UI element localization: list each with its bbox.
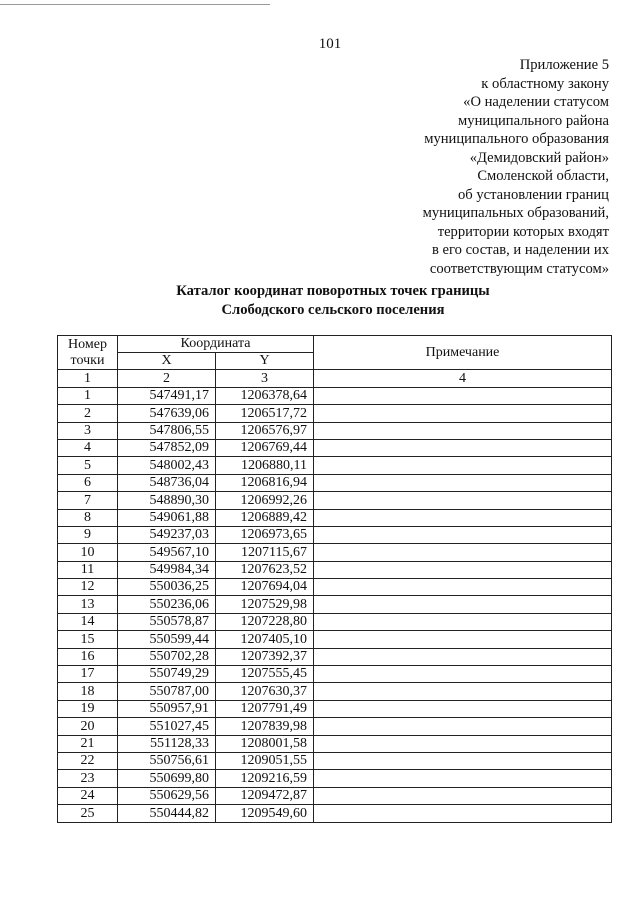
y-coordinate-cell: 1208001,58 <box>216 735 314 752</box>
header-note: Примечание <box>314 336 612 370</box>
point-number-cell: 22 <box>58 752 118 769</box>
coordinates-table <box>57 335 612 823</box>
note-cell <box>314 457 612 474</box>
table-row <box>58 787 612 804</box>
note-cell <box>314 422 612 439</box>
header-point-number <box>58 336 118 370</box>
x-coordinate-cell: 550699,80 <box>118 770 216 787</box>
appendix-block <box>423 56 609 278</box>
table-row <box>58 405 612 422</box>
x-coordinate-cell: 550629,56 <box>118 787 216 804</box>
point-number-cell: 7 <box>58 492 118 509</box>
x-coordinate-cell: 548890,30 <box>118 492 216 509</box>
page-number: 101 <box>318 36 342 52</box>
y-coordinate-cell: 1206378,64 <box>216 387 314 404</box>
x-coordinate-cell: 550756,61 <box>118 752 216 769</box>
appendix-line: муниципальных образований, <box>422 205 609 221</box>
note-cell <box>314 613 612 630</box>
x-coordinate-cell: 548002,43 <box>118 457 216 474</box>
scan-artifact-line <box>0 4 270 5</box>
note-cell <box>314 770 612 787</box>
x-coordinate-cell: 550444,82 <box>118 805 216 822</box>
column-number: 4 <box>314 370 612 387</box>
table-row <box>58 596 612 613</box>
table-row <box>58 683 612 700</box>
y-coordinate-cell: 1209216,59 <box>216 770 314 787</box>
table-row <box>58 544 612 561</box>
note-cell <box>314 648 612 665</box>
x-coordinate-cell: 550957,91 <box>118 700 216 717</box>
table-row <box>58 422 612 439</box>
point-number-cell: 13 <box>58 596 118 613</box>
column-number: 3 <box>216 370 314 387</box>
header-number-line2: точки <box>70 352 105 368</box>
appendix-line: Смоленской области, <box>477 168 609 184</box>
y-coordinate-cell: 1207228,80 <box>216 613 314 630</box>
note-cell <box>314 631 612 648</box>
y-coordinate-cell: 1207555,45 <box>216 666 314 683</box>
x-coordinate-cell: 550787,00 <box>118 683 216 700</box>
appendix-line: муниципального образования <box>424 131 609 147</box>
table-row <box>58 439 612 456</box>
y-coordinate-cell: 1209051,55 <box>216 752 314 769</box>
point-number-cell: 9 <box>58 526 118 543</box>
note-cell <box>314 474 612 491</box>
y-coordinate-cell: 1206816,94 <box>216 474 314 491</box>
point-number-cell: 23 <box>58 770 118 787</box>
note-cell <box>314 387 612 404</box>
point-number-cell: 10 <box>58 544 118 561</box>
column-number: 1 <box>58 370 118 387</box>
note-cell <box>314 596 612 613</box>
x-coordinate-cell: 550749,29 <box>118 666 216 683</box>
y-coordinate-cell: 1206973,65 <box>216 526 314 543</box>
x-coordinate-cell: 547639,06 <box>118 405 216 422</box>
table-row <box>58 526 612 543</box>
x-coordinate-cell: 550236,06 <box>118 596 216 613</box>
point-number-cell: 21 <box>58 735 118 752</box>
table-row <box>58 718 612 735</box>
appendix-line: муниципального района <box>458 112 609 129</box>
point-number-cell: 12 <box>58 579 118 596</box>
point-number-cell: 11 <box>58 561 118 578</box>
table-row <box>58 805 612 822</box>
table-row <box>58 631 612 648</box>
x-coordinate-cell: 548736,04 <box>118 474 216 491</box>
appendix-line: Приложение 5 <box>519 57 609 73</box>
appendix-line: об установлении границ <box>457 186 609 203</box>
point-number-cell: 25 <box>58 805 118 822</box>
y-coordinate-cell: 1207630,37 <box>216 683 314 700</box>
table-row <box>58 492 612 509</box>
x-coordinate-cell: 551128,33 <box>118 735 216 752</box>
x-coordinate-cell: 551027,45 <box>118 718 216 735</box>
point-number-cell: 16 <box>58 648 118 665</box>
point-number-cell: 4 <box>58 439 118 456</box>
y-coordinate-cell: 1209549,60 <box>216 805 314 822</box>
document-title <box>0 282 640 320</box>
table-row <box>58 700 612 717</box>
appendix-line: «О наделении статусом <box>463 94 609 110</box>
table-row <box>58 666 612 683</box>
x-coordinate-cell: 549061,88 <box>118 509 216 526</box>
point-number-cell: 15 <box>58 631 118 648</box>
y-coordinate-cell: 1209472,87 <box>216 787 314 804</box>
note-cell <box>314 492 612 509</box>
x-coordinate-cell: 549567,10 <box>118 544 216 561</box>
point-number-cell: 6 <box>58 474 118 491</box>
x-coordinate-cell: 550599,44 <box>118 631 216 648</box>
note-cell <box>314 735 612 752</box>
y-coordinate-cell: 1206517,72 <box>216 405 314 422</box>
appendix-line: в его состав, и наделении их <box>431 242 609 258</box>
header-y: Y <box>216 353 314 370</box>
note-cell <box>314 526 612 543</box>
y-coordinate-cell: 1206992,26 <box>216 492 314 509</box>
y-coordinate-cell: 1206889,42 <box>216 509 314 526</box>
header-number-line1: Номер <box>68 337 107 353</box>
note-cell <box>314 509 612 526</box>
table-row <box>58 579 612 596</box>
note-cell <box>314 718 612 735</box>
point-number-cell: 3 <box>58 422 118 439</box>
x-coordinate-cell: 547491,17 <box>118 387 216 404</box>
table-row <box>58 613 612 630</box>
note-cell <box>314 805 612 822</box>
note-cell <box>314 579 612 596</box>
y-coordinate-cell: 1206769,44 <box>216 439 314 456</box>
y-coordinate-cell: 1207405,10 <box>216 631 314 648</box>
note-cell <box>314 544 612 561</box>
y-coordinate-cell: 1206880,11 <box>216 457 314 474</box>
y-coordinate-cell: 1207115,67 <box>216 544 314 561</box>
note-cell <box>314 666 612 683</box>
point-number-cell: 5 <box>58 457 118 474</box>
table-row <box>58 648 612 665</box>
appendix-line: территории которых входят <box>437 223 609 240</box>
x-coordinate-cell: 547852,09 <box>118 439 216 456</box>
x-coordinate-cell: 550702,28 <box>118 648 216 665</box>
note-cell <box>314 439 612 456</box>
appendix-line: к областному закону <box>481 75 609 92</box>
y-coordinate-cell: 1207529,98 <box>216 596 314 613</box>
point-number-cell: 17 <box>58 666 118 683</box>
y-coordinate-cell: 1207392,37 <box>216 648 314 665</box>
point-number-cell: 18 <box>58 683 118 700</box>
appendix-line: соответствующим статусом» <box>429 260 609 277</box>
title-line-2: Слободского сельского поселения <box>221 302 445 318</box>
point-number-cell: 2 <box>58 405 118 422</box>
x-coordinate-cell: 549237,03 <box>118 526 216 543</box>
x-coordinate-cell: 547806,55 <box>118 422 216 439</box>
point-number-cell: 19 <box>58 700 118 717</box>
point-number-cell: 8 <box>58 509 118 526</box>
x-coordinate-cell: 550578,87 <box>118 613 216 630</box>
column-number: 2 <box>118 370 216 387</box>
y-coordinate-cell: 1207694,04 <box>216 579 314 596</box>
point-number-cell: 14 <box>58 613 118 630</box>
note-cell <box>314 683 612 700</box>
note-cell <box>314 405 612 422</box>
table-row <box>58 561 612 578</box>
table-body <box>58 387 612 822</box>
table-row <box>58 735 612 752</box>
header-coordinates: Координата <box>118 336 314 353</box>
point-number-cell: 1 <box>58 387 118 404</box>
y-coordinate-cell: 1207791,49 <box>216 700 314 717</box>
table-row <box>58 387 612 404</box>
note-cell <box>314 752 612 769</box>
y-coordinate-cell: 1207839,98 <box>216 718 314 735</box>
table-row <box>58 474 612 491</box>
table-row <box>58 770 612 787</box>
table-header <box>58 336 612 388</box>
x-coordinate-cell: 550036,25 <box>118 579 216 596</box>
column-number-row <box>58 370 612 387</box>
table-row <box>58 509 612 526</box>
appendix-line: «Демидовский район» <box>469 149 609 166</box>
x-coordinate-cell: 549984,34 <box>118 561 216 578</box>
header-x: X <box>118 353 216 370</box>
note-cell <box>314 561 612 578</box>
note-cell <box>314 787 612 804</box>
table-row <box>58 457 612 474</box>
y-coordinate-cell: 1206576,97 <box>216 422 314 439</box>
y-coordinate-cell: 1207623,52 <box>216 561 314 578</box>
title-line-1: Каталог координат поворотных точек границы <box>176 283 490 299</box>
note-cell <box>314 700 612 717</box>
table-row <box>58 752 612 769</box>
point-number-cell: 24 <box>58 787 118 804</box>
point-number-cell: 20 <box>58 718 118 735</box>
